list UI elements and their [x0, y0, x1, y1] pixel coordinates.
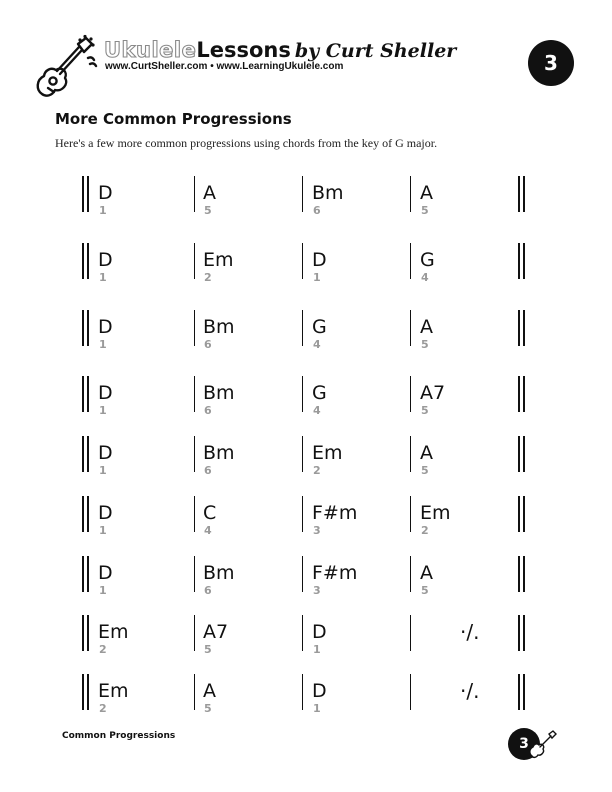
- barline: [194, 496, 195, 532]
- start-double-barline: [82, 376, 84, 412]
- chord-name: A: [203, 182, 216, 204]
- scale-degree: 4: [421, 271, 429, 284]
- end-double-barline: [523, 176, 525, 212]
- barline: [194, 310, 195, 346]
- measure: [420, 502, 451, 537]
- scale-degree: 2: [421, 524, 429, 537]
- chord-name: G: [312, 382, 327, 404]
- chord-name: Em: [98, 680, 129, 702]
- scale-degree: 5: [204, 702, 212, 715]
- measure: [203, 502, 216, 537]
- barline: [302, 674, 303, 710]
- page-header: [34, 32, 594, 102]
- barline: [410, 176, 411, 212]
- start-double-barline: [82, 615, 84, 651]
- ukulele-icon: [34, 34, 98, 100]
- progression-row: [80, 615, 530, 665]
- start-double-barline: [82, 310, 84, 346]
- scale-degree: 2: [99, 643, 107, 656]
- scale-degree: 1: [99, 524, 107, 537]
- scale-degree: 2: [204, 271, 212, 284]
- chord-name: D: [98, 249, 113, 271]
- chord-name: D: [98, 316, 113, 338]
- progression-row: [80, 496, 530, 546]
- chord-name: Em: [420, 502, 451, 524]
- measure: [420, 562, 433, 597]
- barline: [194, 436, 195, 472]
- scale-degree: 5: [421, 584, 429, 597]
- barline: [410, 243, 411, 279]
- measure: [312, 621, 327, 656]
- scale-degree: 1: [99, 271, 107, 284]
- end-double-barline: [518, 496, 520, 532]
- barline: [194, 615, 195, 651]
- progression-row: [80, 243, 530, 293]
- repeat-measure-sign: ·/.: [460, 620, 480, 644]
- scale-degree: 5: [421, 404, 429, 417]
- footer-label: Common Progressions: [62, 731, 176, 741]
- barline: [194, 376, 195, 412]
- scale-degree: 3: [313, 524, 321, 537]
- scale-degree: 6: [204, 404, 212, 417]
- measure: [203, 562, 235, 597]
- chord-name: D: [98, 502, 113, 524]
- barline: [302, 310, 303, 346]
- end-double-barline: [518, 556, 520, 592]
- end-double-barline: [523, 436, 525, 472]
- footer-page-number-badge: 3: [508, 728, 540, 760]
- end-double-barline: [518, 176, 520, 212]
- end-double-barline: [523, 615, 525, 651]
- measure: [312, 680, 327, 715]
- start-double-barline: [82, 674, 84, 710]
- start-double-barline: [87, 436, 89, 472]
- barline: [302, 176, 303, 212]
- end-double-barline: [518, 615, 520, 651]
- measure: [312, 562, 357, 597]
- measure: [312, 382, 327, 417]
- progression-row: [80, 310, 530, 360]
- brand-lessons: Lessons: [196, 38, 291, 62]
- scale-degree: 6: [204, 338, 212, 351]
- end-double-barline: [518, 674, 520, 710]
- chord-name: Em: [312, 442, 343, 464]
- scale-degree: 1: [99, 204, 107, 217]
- measure: [203, 316, 235, 351]
- repeat-measure-sign: ·/.: [460, 679, 480, 703]
- measure: [312, 502, 357, 537]
- chord-name: D: [98, 382, 113, 404]
- scale-degree: 1: [313, 643, 321, 656]
- measure: [98, 502, 113, 537]
- measure: [203, 621, 228, 656]
- measure: [203, 249, 234, 284]
- start-double-barline: [87, 496, 89, 532]
- measure: [203, 680, 216, 715]
- chord-name: A7: [203, 621, 229, 643]
- barline: [410, 674, 411, 710]
- brand-title: [104, 38, 456, 62]
- scale-degree: 3: [313, 584, 321, 597]
- progression-row: [80, 376, 530, 426]
- measure: [312, 249, 327, 284]
- measure: [98, 680, 129, 715]
- scale-degree: 1: [99, 464, 107, 477]
- start-double-barline: [82, 243, 84, 279]
- barline: [410, 310, 411, 346]
- start-double-barline: [87, 243, 89, 279]
- measure: [203, 442, 235, 477]
- scale-degree: 1: [99, 584, 107, 597]
- measure: [312, 182, 344, 217]
- scale-degree: 5: [421, 338, 429, 351]
- chord-name: Bm: [203, 562, 235, 584]
- chord-name: A: [420, 562, 433, 584]
- scale-degree: 2: [99, 702, 107, 715]
- scale-degree: 5: [421, 464, 429, 477]
- start-double-barline: [87, 376, 89, 412]
- scale-degree: 5: [204, 643, 212, 656]
- scale-degree: 6: [204, 584, 212, 597]
- measure: [420, 182, 433, 217]
- measure: [420, 442, 433, 477]
- barline: [302, 496, 303, 532]
- chord-name: A: [420, 442, 433, 464]
- chord-name: D: [312, 680, 327, 702]
- barline: [194, 176, 195, 212]
- measure: [98, 382, 113, 417]
- barline: [410, 436, 411, 472]
- page-number-badge: 3: [528, 40, 574, 86]
- chord-name: F#m: [312, 502, 358, 524]
- measure: [312, 316, 327, 351]
- measure: [98, 621, 129, 656]
- chord-name: C: [203, 502, 217, 524]
- chord-name: A: [203, 680, 216, 702]
- scale-degree: 6: [313, 204, 321, 217]
- barline: [410, 496, 411, 532]
- chord-name: F#m: [312, 562, 358, 584]
- barline: [302, 556, 303, 592]
- brand-ukulele: Ukulele: [104, 38, 197, 62]
- measure: [98, 182, 113, 217]
- end-double-barline: [523, 310, 525, 346]
- measure: [98, 316, 113, 351]
- barline: [302, 615, 303, 651]
- progression-row: [80, 674, 530, 724]
- measure: [98, 562, 113, 597]
- chord-name: D: [98, 182, 113, 204]
- end-double-barline: [518, 243, 520, 279]
- start-double-barline: [87, 556, 89, 592]
- scale-degree: 5: [421, 204, 429, 217]
- chord-name: A: [420, 316, 433, 338]
- end-double-barline: [518, 376, 520, 412]
- scale-degree: 1: [99, 404, 107, 417]
- end-double-barline: [518, 436, 520, 472]
- end-double-barline: [523, 496, 525, 532]
- chord-name: D: [312, 621, 327, 643]
- measure: [312, 442, 343, 477]
- chord-name: A7: [420, 382, 446, 404]
- section-title: More Common Progressions: [55, 110, 292, 128]
- end-double-barline: [523, 674, 525, 710]
- measure: [203, 382, 235, 417]
- chord-name: G: [312, 316, 327, 338]
- progression-row: [80, 176, 530, 226]
- barline: [194, 674, 195, 710]
- chord-name: Bm: [203, 316, 235, 338]
- chord-name: D: [98, 562, 113, 584]
- scale-degree: 1: [313, 271, 321, 284]
- start-double-barline: [87, 176, 89, 212]
- progression-row: [80, 436, 530, 486]
- start-double-barline: [87, 674, 89, 710]
- brand-author: by Curt Sheller: [294, 40, 457, 62]
- chord-name: Bm: [312, 182, 344, 204]
- barline: [194, 243, 195, 279]
- chord-name: Bm: [203, 382, 235, 404]
- scale-degree: 4: [313, 338, 321, 351]
- scale-degree: 5: [204, 204, 212, 217]
- scale-degree: 4: [204, 524, 212, 537]
- end-double-barline: [523, 556, 525, 592]
- barline: [410, 615, 411, 651]
- ukulele-icon: [528, 730, 558, 760]
- scale-degree: 6: [204, 464, 212, 477]
- measure: [420, 249, 435, 284]
- barline: [410, 376, 411, 412]
- start-double-barline: [82, 176, 84, 212]
- chord-name: G: [420, 249, 435, 271]
- chord-name: Em: [203, 249, 234, 271]
- chord-name: A: [420, 182, 433, 204]
- measure: [98, 442, 113, 477]
- scale-degree: 1: [99, 338, 107, 351]
- scale-degree: 1: [313, 702, 321, 715]
- start-double-barline: [82, 556, 84, 592]
- barline: [302, 243, 303, 279]
- measure: [203, 182, 216, 217]
- start-double-barline: [82, 436, 84, 472]
- website-links: www.CurtSheller.com • www.LearningUkulele.com: [105, 61, 344, 72]
- chord-name: D: [98, 442, 113, 464]
- end-double-barline: [518, 310, 520, 346]
- end-double-barline: [523, 243, 525, 279]
- scale-degree: 4: [313, 404, 321, 417]
- barline: [194, 556, 195, 592]
- measure: [98, 249, 113, 284]
- start-double-barline: [87, 310, 89, 346]
- measure: [420, 316, 433, 351]
- chord-name: D: [312, 249, 327, 271]
- scale-degree: 2: [313, 464, 321, 477]
- chord-name: Em: [98, 621, 129, 643]
- barline: [410, 556, 411, 592]
- chord-name: Bm: [203, 442, 235, 464]
- start-double-barline: [87, 615, 89, 651]
- measure: [420, 382, 445, 417]
- barline: [302, 436, 303, 472]
- end-double-barline: [523, 376, 525, 412]
- barline: [302, 376, 303, 412]
- section-intro: Here's a few more common progressions using chords from the key of G major.: [55, 136, 438, 150]
- progression-row: [80, 556, 530, 606]
- start-double-barline: [82, 496, 84, 532]
